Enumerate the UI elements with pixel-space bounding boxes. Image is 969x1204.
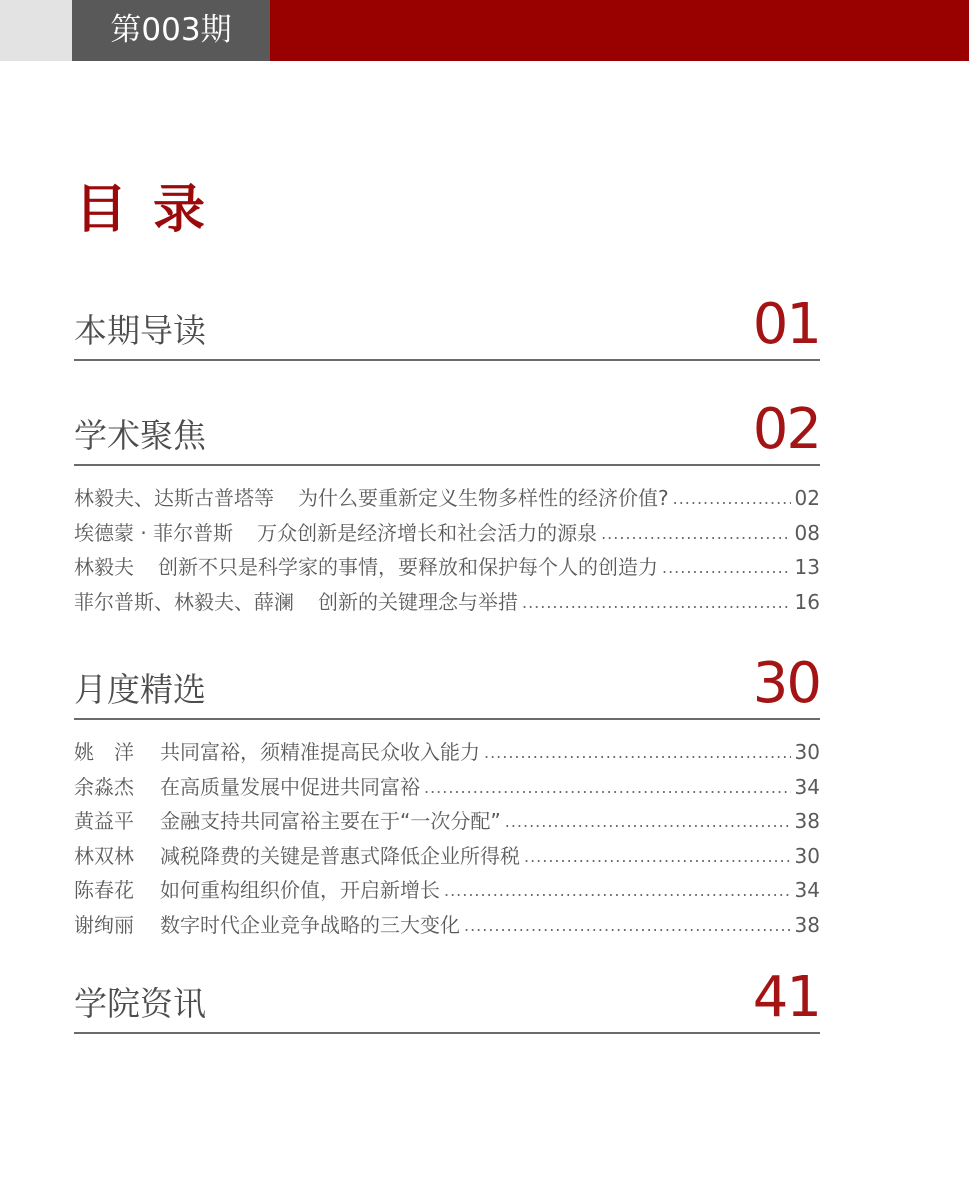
- toc-entry[interactable]: [74, 736, 820, 771]
- section-academic-focus: [74, 397, 820, 620]
- header-gray-block: [0, 0, 72, 61]
- section-title: 学术聚焦: [74, 416, 206, 455]
- entry-page: 34: [794, 774, 820, 799]
- dot-leader: [484, 743, 791, 762]
- entry-title: 在高质量发展中促进共同富裕: [160, 774, 420, 799]
- entry-page: 13: [794, 555, 820, 580]
- entry-title: 万众创新是经济增长和社会活力的源泉: [257, 520, 598, 545]
- dot-leader: [524, 847, 791, 866]
- toc-entry[interactable]: [74, 482, 820, 517]
- dot-leader: [444, 881, 791, 900]
- section-header: [74, 651, 820, 720]
- entry-title: 减税降费的关键是普惠式降低企业所得税: [160, 843, 520, 868]
- entry-page: 08: [794, 520, 820, 545]
- toc-entry[interactable]: [74, 771, 820, 806]
- toc-entry[interactable]: [74, 874, 820, 909]
- section-school-news: [74, 965, 820, 1034]
- entry-list: [74, 736, 820, 944]
- section-title: 学院资讯: [74, 984, 206, 1023]
- section-header: [74, 965, 820, 1034]
- entry-author: 黄益平: [74, 809, 134, 834]
- entry-author: 谢绚丽: [74, 912, 134, 937]
- entry-author: 林双林: [74, 843, 134, 868]
- entry-author: 林毅夫、达斯古普塔等: [74, 486, 274, 510]
- dot-leader: [522, 593, 791, 612]
- entry-title: 创新的关键理念与举措: [318, 589, 518, 614]
- dot-leader: [424, 778, 791, 797]
- section-monthly-selection: [74, 651, 820, 944]
- toc-entry[interactable]: [74, 517, 820, 552]
- dot-leader: [601, 524, 790, 543]
- dot-leader: [464, 916, 791, 935]
- dot-leader: [662, 558, 791, 577]
- section-guide: [74, 292, 820, 361]
- section-title: 本期导读: [74, 311, 206, 350]
- section-page-number: 01: [752, 292, 820, 357]
- header-bar: [0, 0, 969, 61]
- header-red-band: [270, 0, 969, 61]
- entry-page: 30: [794, 843, 820, 868]
- dot-leader: [673, 489, 791, 508]
- section-page-number: 02: [752, 397, 820, 462]
- entry-author: 林毅夫: [74, 555, 134, 580]
- entry-title: 共同富裕，须精准提高民众收入能力: [160, 740, 480, 764]
- section-page-number: 41: [752, 965, 820, 1030]
- entry-title: 创新不只是科学家的事情，要释放和保护每个人的创造力: [158, 555, 658, 580]
- section-page-number: 30: [752, 651, 820, 716]
- entry-title: 为什么要重新定义生物多样性的经济价值?: [298, 486, 669, 510]
- entry-page: 38: [794, 809, 820, 834]
- entry-page: 02: [794, 486, 820, 510]
- dot-leader: [505, 812, 791, 831]
- toc-entry[interactable]: [74, 551, 820, 586]
- issue-number: 第003期: [72, 0, 270, 61]
- section-header: [74, 397, 820, 466]
- entry-page: 16: [794, 589, 820, 614]
- entry-title: 数字时代企业竞争战略的三大变化: [160, 912, 460, 937]
- entry-title: 金融支持共同富裕主要在于“一次分配”: [160, 809, 501, 834]
- toc-title: 目录: [75, 180, 232, 240]
- section-header: [74, 292, 820, 361]
- entry-title: 如何重构组织价值，开启新增长: [160, 878, 440, 903]
- section-title: 月度精选: [74, 670, 206, 709]
- entry-author: 姚 洋: [74, 740, 134, 764]
- entry-author: 菲尔普斯、林毅夫、薛澜: [74, 589, 294, 614]
- entry-author: 陈春花: [74, 878, 134, 903]
- toc-entry[interactable]: [74, 586, 820, 621]
- entry-page: 34: [794, 878, 820, 903]
- entry-list: [74, 482, 820, 620]
- entry-page: 38: [794, 912, 820, 937]
- toc-entry[interactable]: [74, 909, 820, 944]
- toc-entry[interactable]: [74, 805, 820, 840]
- entry-author: 余淼杰: [74, 774, 134, 799]
- entry-page: 30: [794, 740, 820, 764]
- toc-entry[interactable]: [74, 840, 820, 875]
- entry-author: 埃德蒙 · 菲尔普斯: [74, 520, 234, 545]
